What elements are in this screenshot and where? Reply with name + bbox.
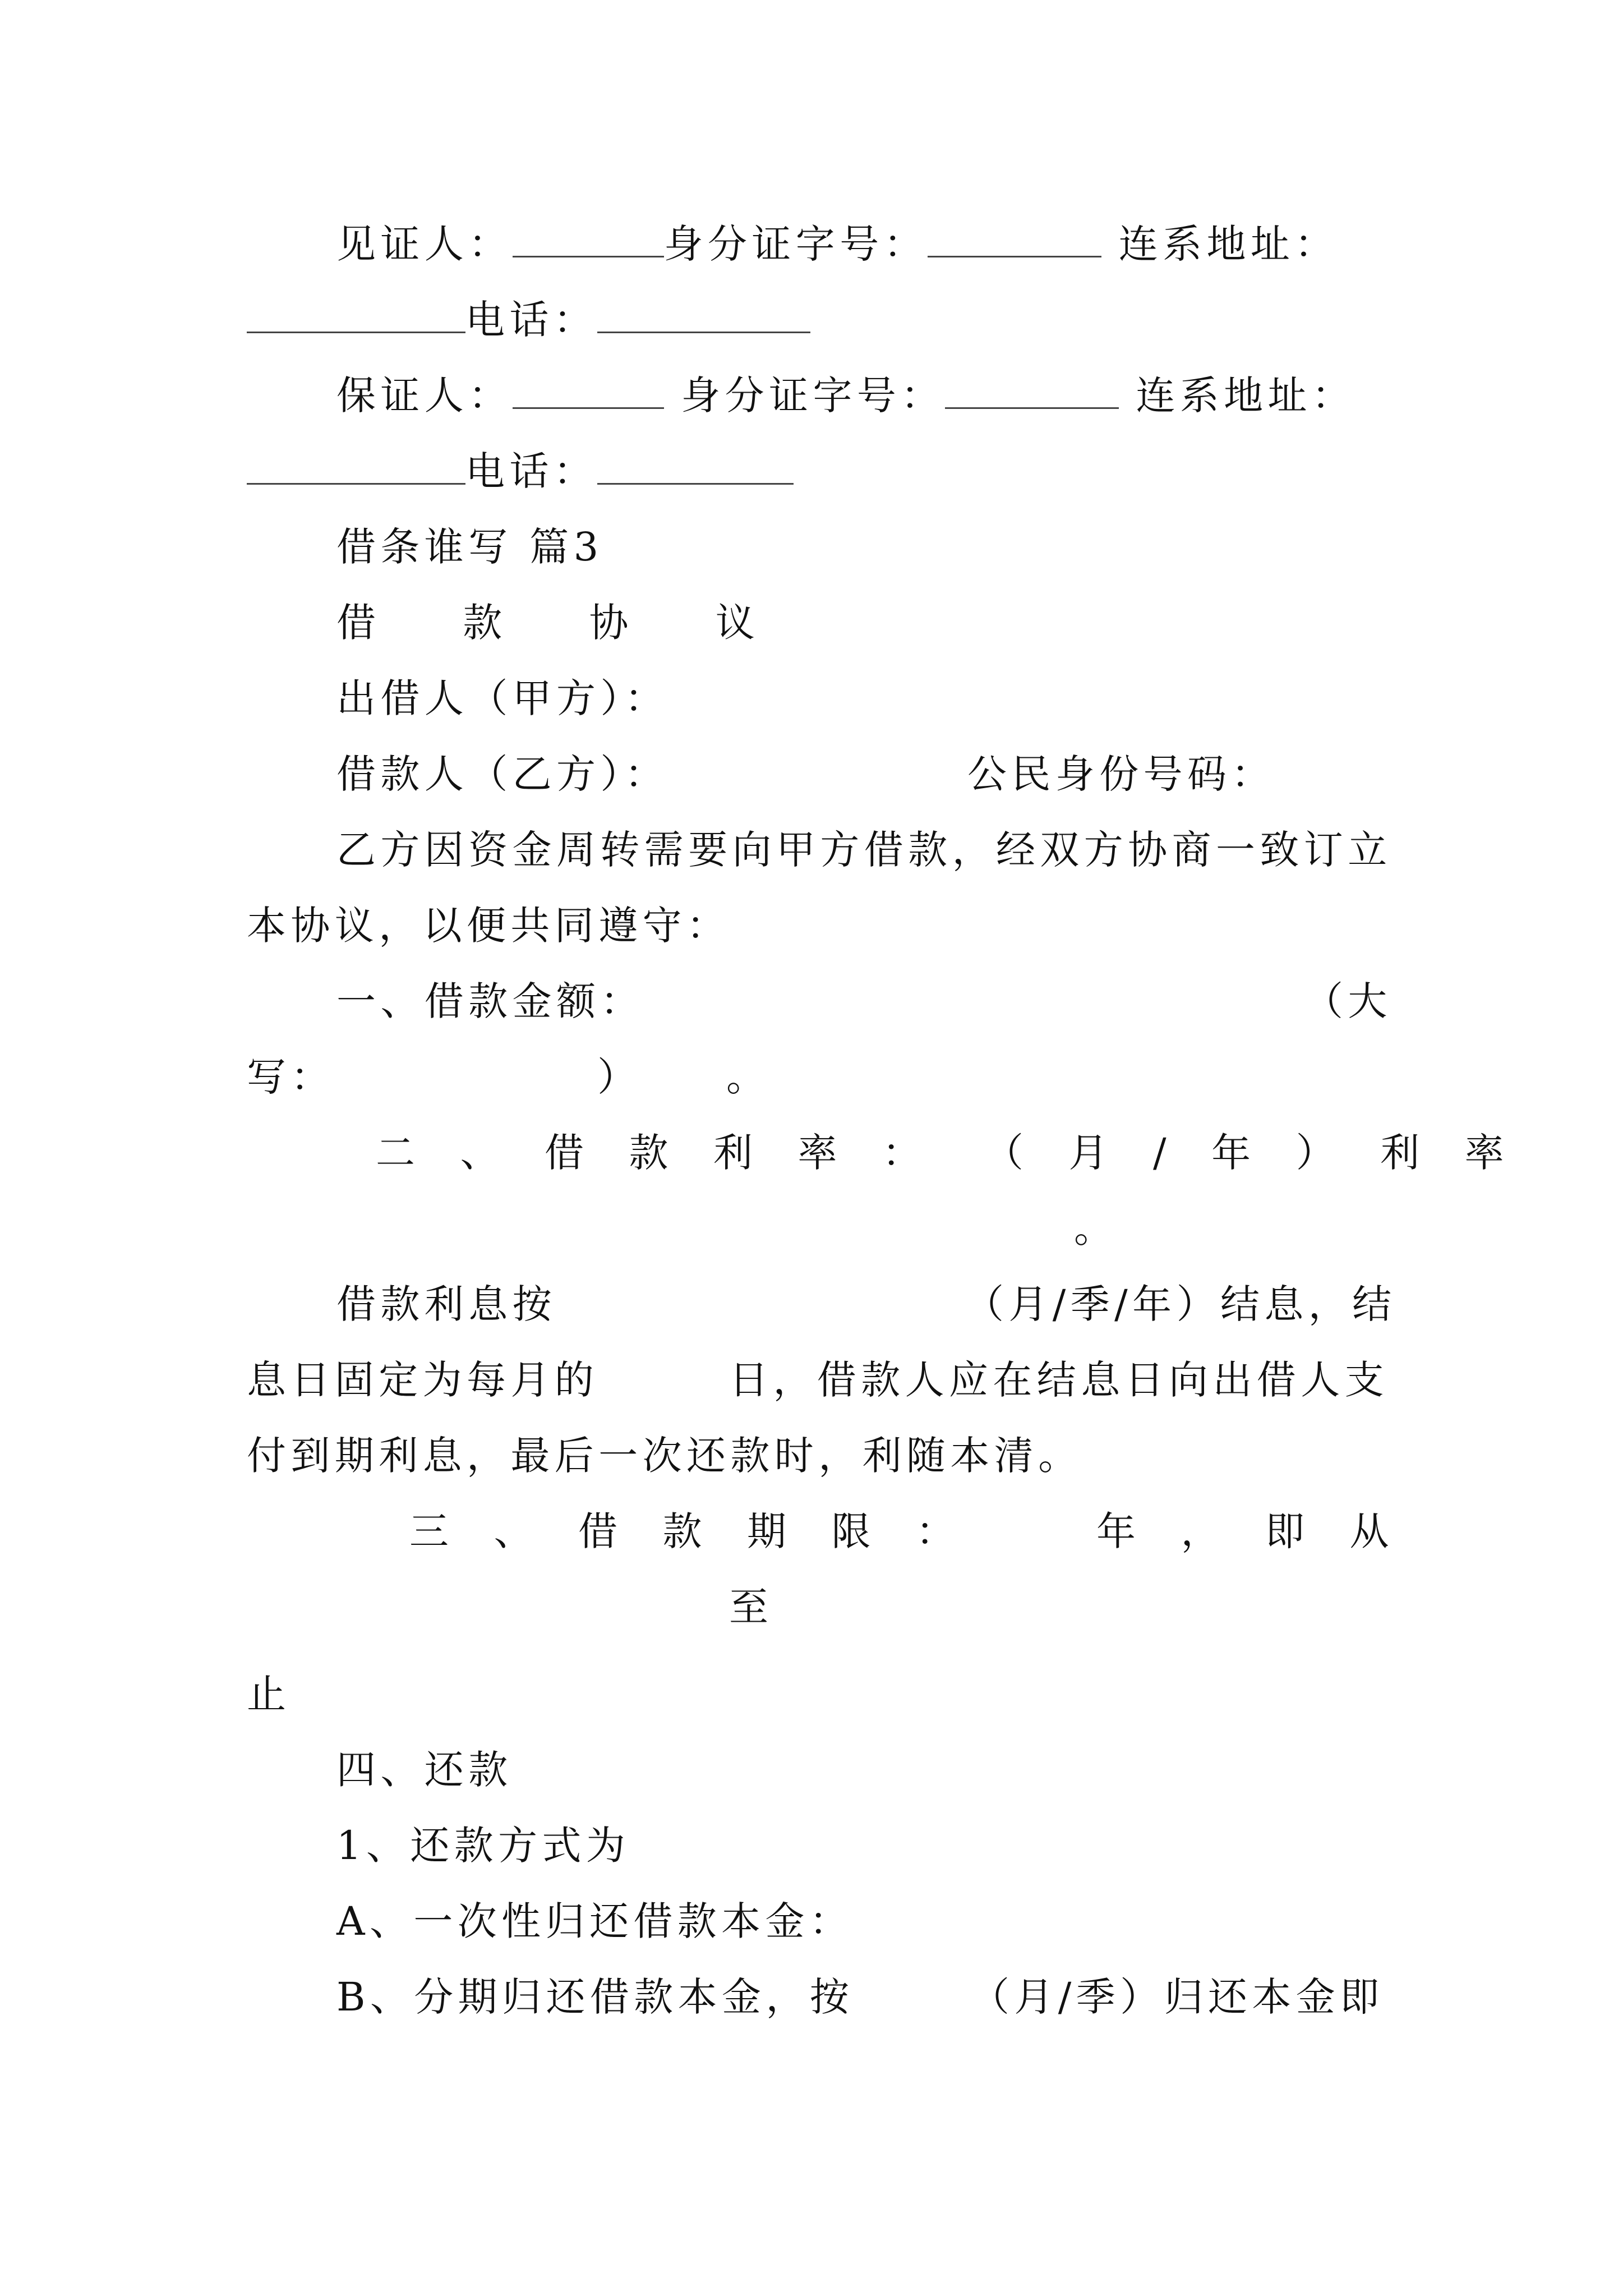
lender-label: 出借人（甲方）： [336,675,669,721]
art3-end: 止 [247,1671,286,1717]
witness-id-blank [928,251,1101,257]
art2-interest-unit: （月/季/年）结息，结 [965,1281,1396,1327]
art4-option-b-prefix: B、分期归还借款本金，按 [336,1974,854,2020]
guarantor-id-label: 身分证字号： [681,372,945,418]
intro-line-2: 本协议，以便共同遵守： [247,903,731,949]
art1-label: 一、借款金额： [336,978,644,1024]
witness-phone-blank [597,327,810,333]
witness-label: 见证人： [336,221,513,267]
art4-option-a: A、一次性归还借款本金： [336,1898,854,1944]
witness-phone-label: 电话： [465,297,598,343]
witness-line-1 [336,219,1339,269]
art2-rate-unit: （月/年）利率 [984,1130,1550,1176]
guarantor-line-2 [247,446,794,496]
witness-line-2 [247,295,810,345]
art1-capital-open: （大 [1304,978,1392,1024]
guarantor-name-blank [513,403,664,409]
art2-label: 二、借款利率： [376,1130,967,1176]
guarantor-address-label: 连系地址： [1136,372,1356,418]
witness-id-label: 身分证字号： [663,221,928,267]
guarantor-id-blank [945,403,1119,409]
agreement-title: 借 款 协 议 [336,600,792,646]
guarantor-address-blank [247,478,465,485]
borrower-label: 借款人（乙方）： [336,751,669,797]
art2-line2-b: 日，借款人应在结息日向出借人支 [729,1357,1389,1403]
art4-option-b-suffix: （月/季）归还本金即 [970,1974,1384,2020]
art2-line3: 付到期利息，最后一次还款时，利随本清。 [247,1433,1082,1479]
art4-item1: 1、还款方式为 [336,1823,630,1869]
art2-line2-a: 息日固定为每月的 [247,1357,599,1403]
citizen-id-label: 公民身份号码： [967,751,1275,797]
art1-period: 。 [726,1054,766,1100]
intro-line-1: 乙方因资金周转需要向甲方借款，经双方协商一致订立 [336,827,1392,873]
art1-close-paren: ） [597,1054,637,1100]
guarantor-phone-label: 电话： [465,448,598,494]
art3-to: 至 [729,1584,768,1630]
witness-address-label: 连系地址： [1118,221,1339,267]
guarantor-phone-blank [597,478,794,485]
art2-interest-prefix: 借款利息按 [336,1281,556,1327]
witness-address-blank [247,327,465,333]
art4-label: 四、还款 [336,1747,513,1793]
art3-label: 三、借款期限： [409,1508,1000,1554]
guarantor-label: 保证人： [336,372,513,418]
guarantor-line-1 [336,370,1355,421]
art1-capital-close-prefix: 写： [247,1054,335,1100]
art2-period: 。 [1074,1205,1113,1251]
art3-year-part: 年，即从 [1096,1508,1434,1554]
witness-name-blank [513,251,664,257]
section-heading: 借条谁写 篇3 [336,524,603,570]
